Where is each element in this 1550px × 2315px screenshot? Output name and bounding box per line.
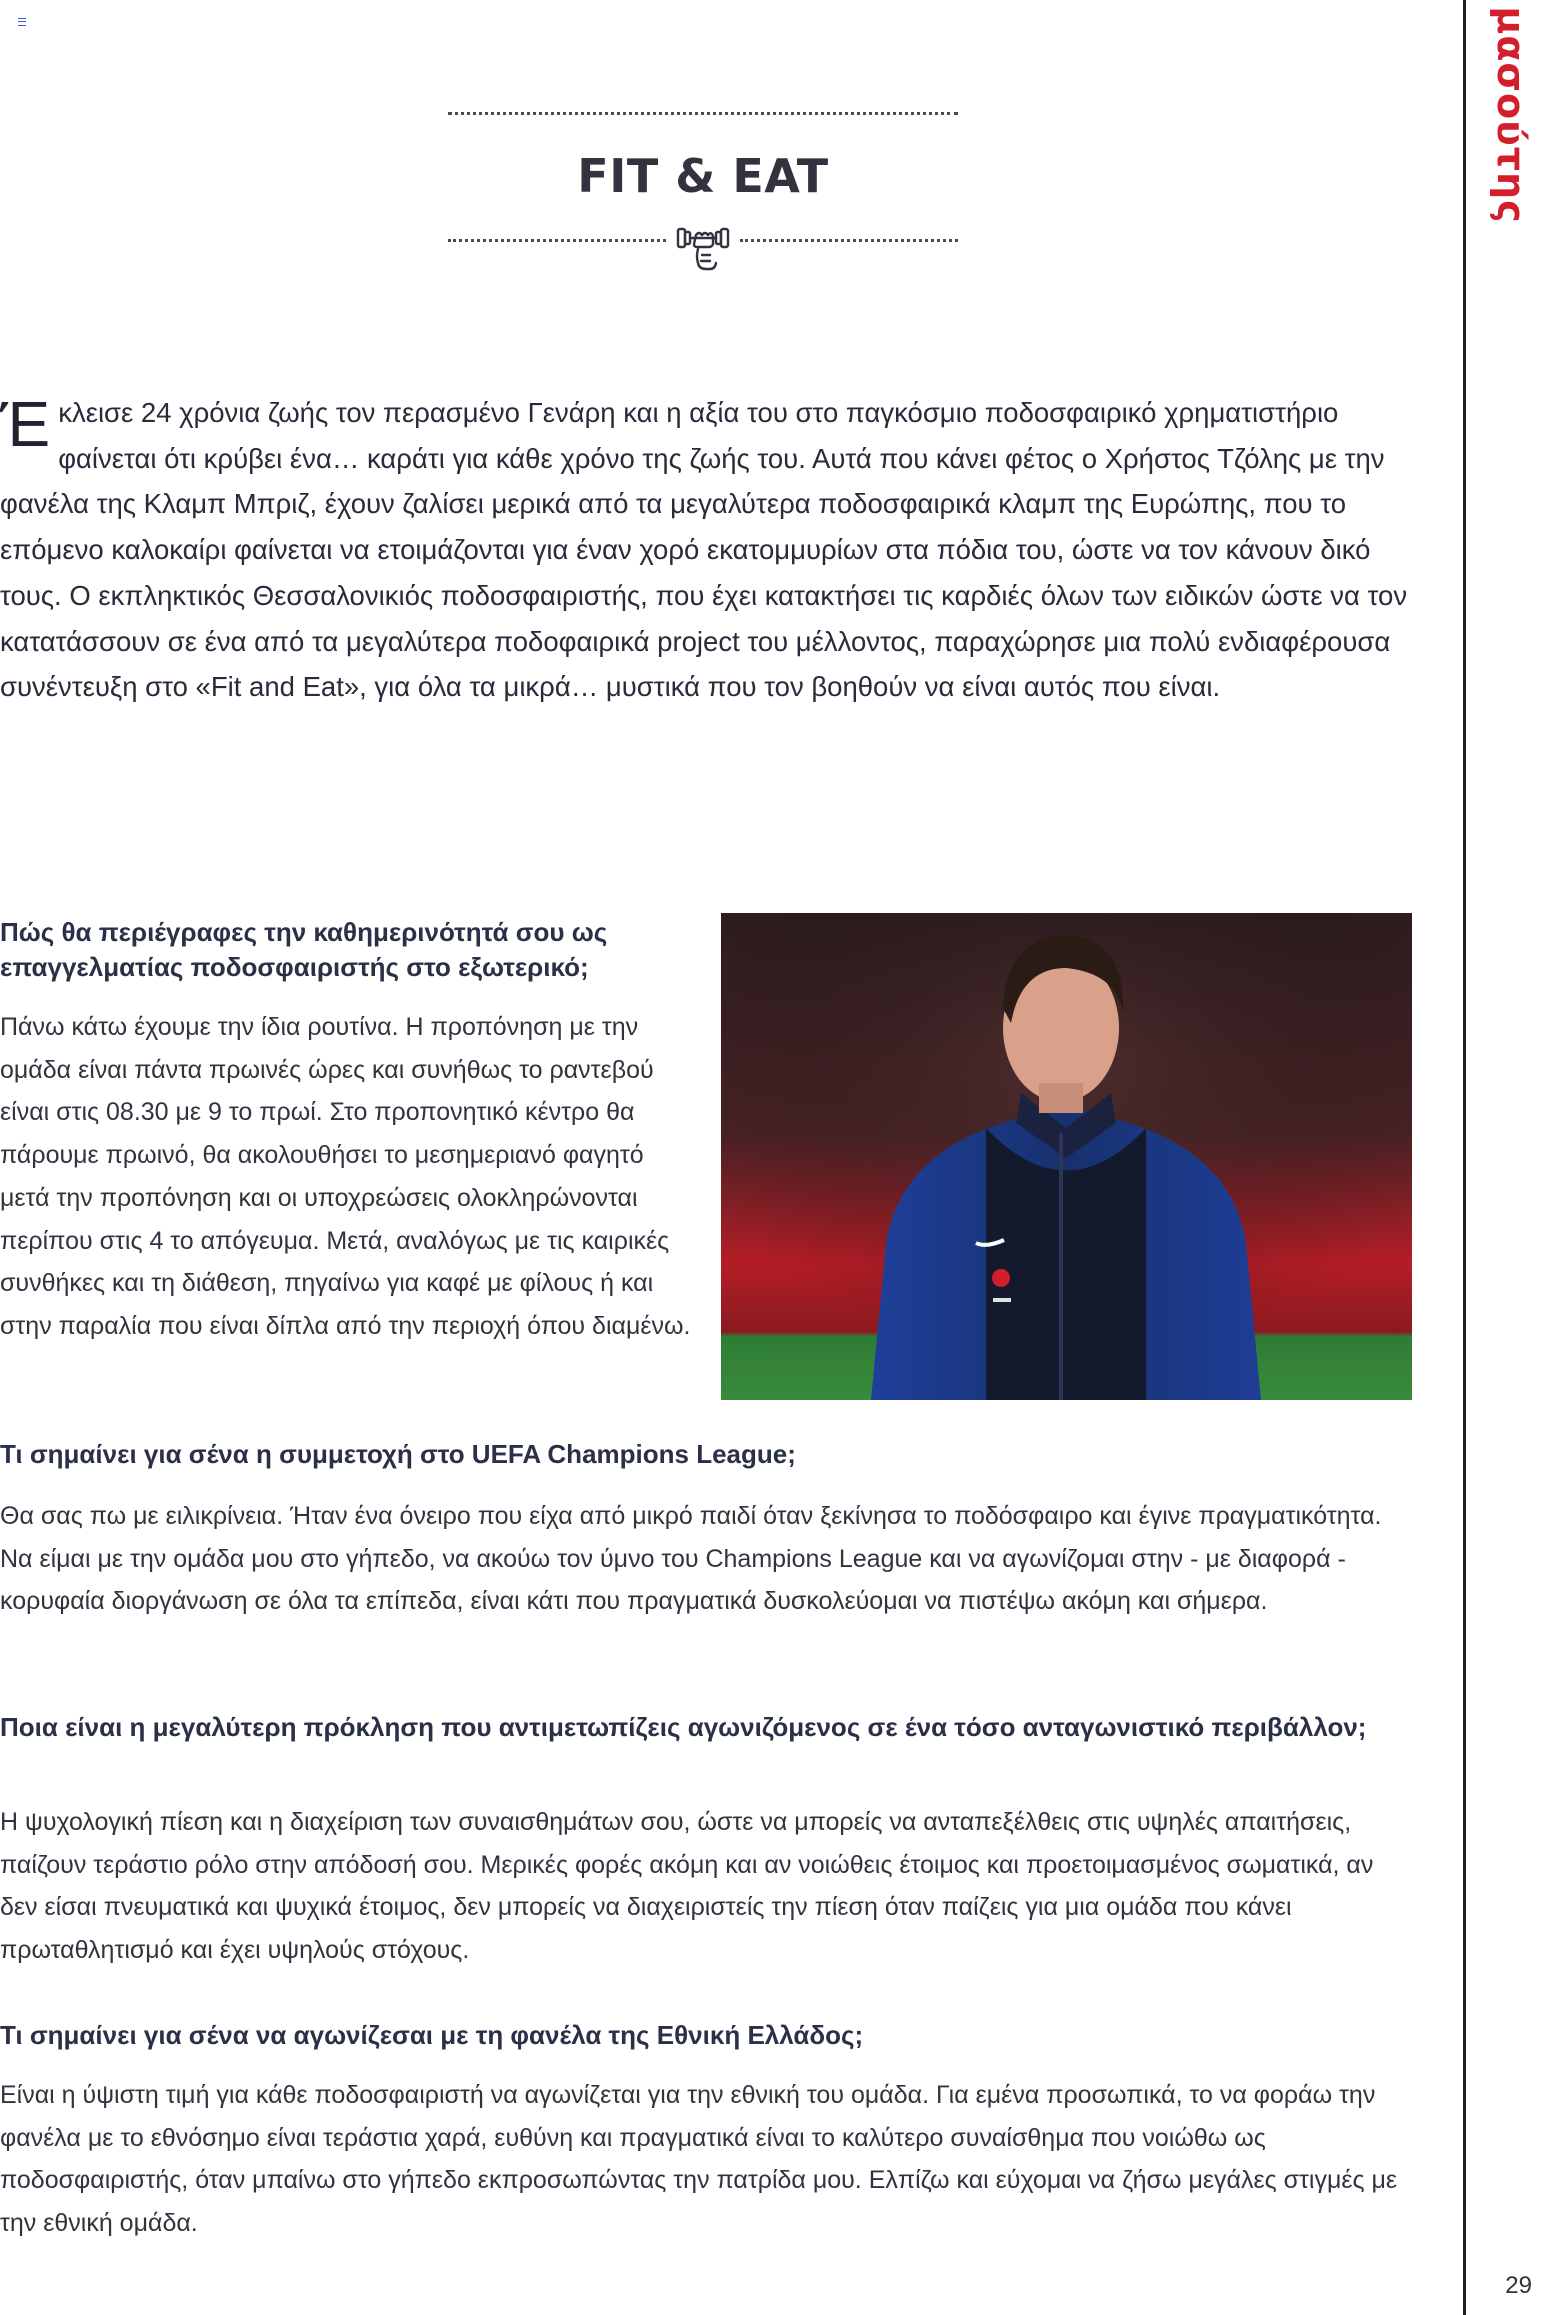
player-photo: [721, 913, 1412, 1400]
page-number: 29: [1505, 2272, 1532, 2299]
question-2: Τι σημαίνει για σένα η συμμετοχή στο UEFA Champions League;: [0, 1439, 796, 1469]
answer-2: Θα σας πω με ειλικρίνεια. Ήταν ένα όνειρο που είχα από μικρό παιδί όταν ξεκίνησα το ποδόσφαιρο και έγινε πραγματικότητα. Να είμαι με την ομάδα μου στο γήπεδο, να ακούω τον ύμνο του Champions League και να αγωνίζομαι στην - με διαφορά - κορυφαία διοργάνωση σε όλα τα επίπεδα, είναι κάτι που πραγματικά δυσκολεύομαι να πιστέψω ακόμη και σήμερα.: [0, 1502, 1382, 1616]
question-3: Ποια είναι η μεγαλύτερη πρόκληση που αντιμετωπίζεις αγωνιζόμενος σε ένα τόσο ανταγωνιστικό περιβάλλον;: [0, 1712, 1367, 1742]
menu-icon[interactable]: [18, 18, 26, 26]
question-4: Τι σημαίνει για σένα να αγωνίζεσαι με τη φανέλα της Εθνική Ελλάδος;: [0, 2020, 864, 2050]
dotted-rule-left: [448, 239, 666, 242]
dotted-rule-right: [740, 239, 958, 242]
answer-3: Η ψυχολογική πίεση και η διαχείριση των συναισθημάτων σου, ώστε να μπορείς να ανταπεξέλθεις στις υψηλές απαιτήσεις, παίζουν τεράστιο ρόλο στην απόδοσή σου. Μερικές φορές ακόμη και αν νοιώθεις έτοιμος και προετοιμασμένος σωματικά, αν δεν είσαι πνευματικά και ψυχικά έτοιμος, δεν μπορείς να διαχειριστείς την πίεση όταν παίζεις για μια ομάδα που κάνει πρωταθλητισμό και έχει υψηλούς στόχους.: [0, 1808, 1374, 1965]
answer-1: Πάνω κάτω έχουμε την ίδια ρουτίνα. Η προπόνηση με την ομάδα είναι πάντα πρωινές ώρες και συνήθως το ραντεβού είναι στις 08.30 με 9 το πρωί. Στο προπονητικό κέντρο θα πάρουμε πρωινό, θα ακολουθήσει το μεσημεριανό φαγητό μετά την προπόνηση και οι υποχρεώσεις ολοκληρώνονται περίπου στις 4 το απόγευμα. Μετά, αναλόγως με τις καιρικές συνθήκες και τη διάθεση, πηγαίνω για καφέ με φίλους ή και στην παραλία που είναι δίπλα από την περιοχή όπου διαμένω.: [0, 1013, 691, 1340]
drop-cap: Έ: [0, 388, 51, 460]
intro-paragraph: [0, 390, 1412, 710]
brand-wordmark: μασούτης: [1488, 6, 1533, 224]
brand-logo: [1471, 0, 1550, 240]
section-title: FIT & EAT: [577, 149, 829, 203]
question-1: Πώς θα περιέγραφες την καθημερινότητά σου ως επαγγελματίας ποδοσφαιριστής στο εξωτερικό;: [0, 917, 608, 982]
answer-4: Είναι η ύψιστη τιμή για κάθε ποδοσφαιριστή να αγωνίζεται για την εθνική του ομάδα. Για εμένα προσωπικά, το να φοράω την φανέλα με το εθνόσημο είναι τεράστια χαρά, ευθύνη και πραγματικά είναι το καλύτερο συναίσθημα που νοιώθω ως ποδοσφαιριστής, όταν μπαίνω στο γήπεδο εκπροσωπώντας την πατρίδα μου. Ελπίζω και εύχομαι να ζήσω μεγάλες στιγμές με την εθνική ομάδα.: [0, 2081, 1398, 2238]
player-image: [721, 913, 1412, 1400]
intro-text: κλεισε 24 χρόνια ζωής τον περασμένο Γενάρη και η αξία του στο παγκόσμιο ποδοσφαιρικό χρηματιστήριο φαίνεται ότι κρύβει ένα… καράτι για κάθε χρόνο της ζωής του. Αυτά που κάνει φέτος ο Χρήστος Τζόλης με την φανέλα της Κλαμπ Μπριζ, έχουν ζαλίσει μερικά από τα μεγαλύτερα ποδοσφαιρικά κλαμπ της Ευρώπης, που το επόμενο καλοκαίρι φαίνεται να ετοιμάζονται για έναν χορό εκατομμυρίων στα πόδια του, ώστε να τον κάνουν δικό τους. Ο εκπληκτικός Θεσσαλονικιός ποδοσφαιριστής, που έχει κατακτήσει τις καρδιές όλων των ειδικών ώστε να τον κατατάσσουν σε ένα από τα μεγαλύτερα ποδοφαιρικά project του μέλλοντος, παραχώρησε μια πολύ ενδιαφέρουσα συνέντευξη στο «Fit and Eat», για όλα τα μικρά… μυστικά που τον βοηθούν να είναι αυτός που είναι.: [0, 397, 1408, 703]
side-divider: [1463, 0, 1466, 2315]
dotted-rule-bottom: [448, 223, 958, 263]
section-header: [448, 112, 958, 263]
dumbbell-hand-icon: [674, 223, 732, 273]
dotted-rule-top: [448, 112, 958, 115]
